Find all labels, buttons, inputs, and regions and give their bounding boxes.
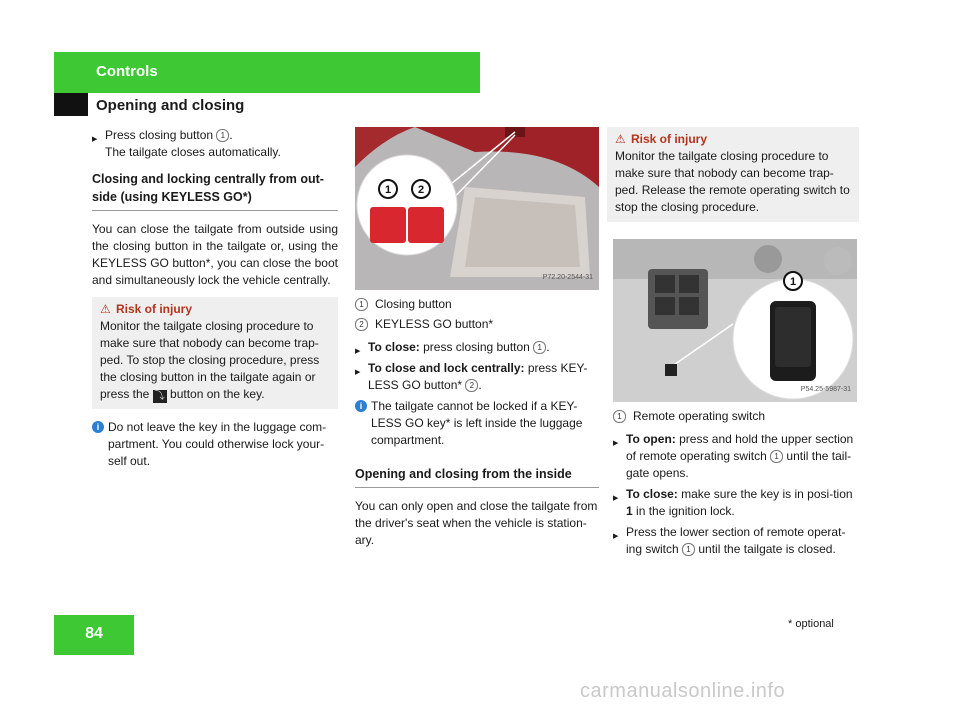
warning-triangle-icon: ⚠ (615, 132, 626, 146)
column-middle (355, 127, 599, 549)
svg-text:1: 1 (384, 184, 392, 196)
watermark: carmanualsonline.info (580, 680, 786, 702)
body-text: You can close the tailgate from outside using the closing button in the tailgate or, using the KEYLESS GO button*, you can close the boot and simultaneously lock the vehicle centrally. (92, 222, 338, 287)
optional-footnote: * optional (788, 618, 834, 630)
tailgate-illustration (355, 127, 599, 290)
warning-title: ⚠ Risk of injury (615, 132, 708, 146)
callout-number: 1 (355, 298, 368, 311)
step-press-lower: ▶ Press the lower section of remote operat-ing switch 1 until the tailgate is closed. (613, 524, 859, 558)
step-close-and-lock: ▶ To close and lock centrally: press KEY-LESS GO button* 2 . (355, 360, 599, 394)
body-text: You can only open and close the tailgate from the driver's seat when the vehicle is station-ary. (355, 499, 598, 547)
info-icon: i (92, 421, 104, 433)
callout-number: 1 (682, 543, 695, 556)
info-icon: i (355, 400, 367, 412)
warning-text: Monitor the tailgate closing procedure to make sure that nobody can become trap-ped. Release the remote operating switch to stop the closing procedure. (615, 149, 850, 214)
door-switch-photo (613, 239, 857, 402)
section-title: Controls (96, 63, 158, 80)
warning-triangle-icon: ⚠ (100, 302, 111, 316)
legend-remote-switch: 1 Remote operating switch (613, 408, 859, 425)
warning-box (92, 297, 338, 409)
legend-closing-button: 1 Closing button (355, 296, 599, 313)
svg-text:2: 2 (417, 184, 425, 196)
section-heading: Opening and closing from the inside (355, 465, 599, 488)
info-note: i The tailgate cannot be locked if a KEY-LESS GO key* is left inside the luggage compartment. (355, 398, 599, 449)
info-note: i Do not leave the key in the luggage com-partment. You could otherwise lock your-self out. (92, 419, 338, 470)
step-to-open: ▶ To open: press and hold the upper section of remote operating switch 1 until the tail-gate opens. (613, 431, 859, 482)
callout-number: 1 (216, 129, 229, 142)
tailgate-key-icon: ⤵ (154, 391, 165, 402)
legend-keyless-go-button: 2 KEYLESS GO button* (355, 316, 599, 333)
warning-text: Monitor the tailgate closing procedure to make sure that nobody can become trap-ped. To stop the closing procedure, press the closing button in the tailgate again or press the ⤵ button on the key. (100, 319, 320, 402)
photo-code: P54.25-5987-31 (800, 386, 851, 393)
column-right (613, 127, 859, 558)
callout-number: 1 (770, 450, 783, 463)
page-title: Opening and closing (96, 97, 245, 114)
callout-number: 2 (465, 379, 478, 392)
warning-box (607, 127, 859, 222)
step-press-closing: ▶ Press closing button 1 . (92, 127, 338, 144)
column-left (92, 127, 338, 470)
svg-text:1: 1 (789, 276, 797, 288)
callout-number: 2 (355, 318, 368, 331)
step-result: The tailgate closes automatically. (105, 145, 281, 159)
page-number: 84 (85, 625, 103, 642)
callout-number: 1 (533, 341, 546, 354)
callout-number: 1 (613, 410, 626, 423)
step-to-close: ▶ To close: press closing button 1 . (355, 339, 599, 356)
door-switch-illustration (613, 239, 857, 402)
page-number-box (54, 615, 134, 655)
tailgate-photo (355, 127, 599, 290)
step-to-close: ▶ To close: make sure the key is in posi-tion 1 in the ignition lock. (613, 486, 859, 520)
section-heading: Closing and locking centrally from out- side (using KEYLESS GO*) (92, 170, 338, 211)
header-tab-marker (54, 93, 88, 116)
photo-code: P72.20-2544-31 (542, 274, 593, 281)
warning-title: ⚠ Risk of injury (100, 302, 193, 316)
